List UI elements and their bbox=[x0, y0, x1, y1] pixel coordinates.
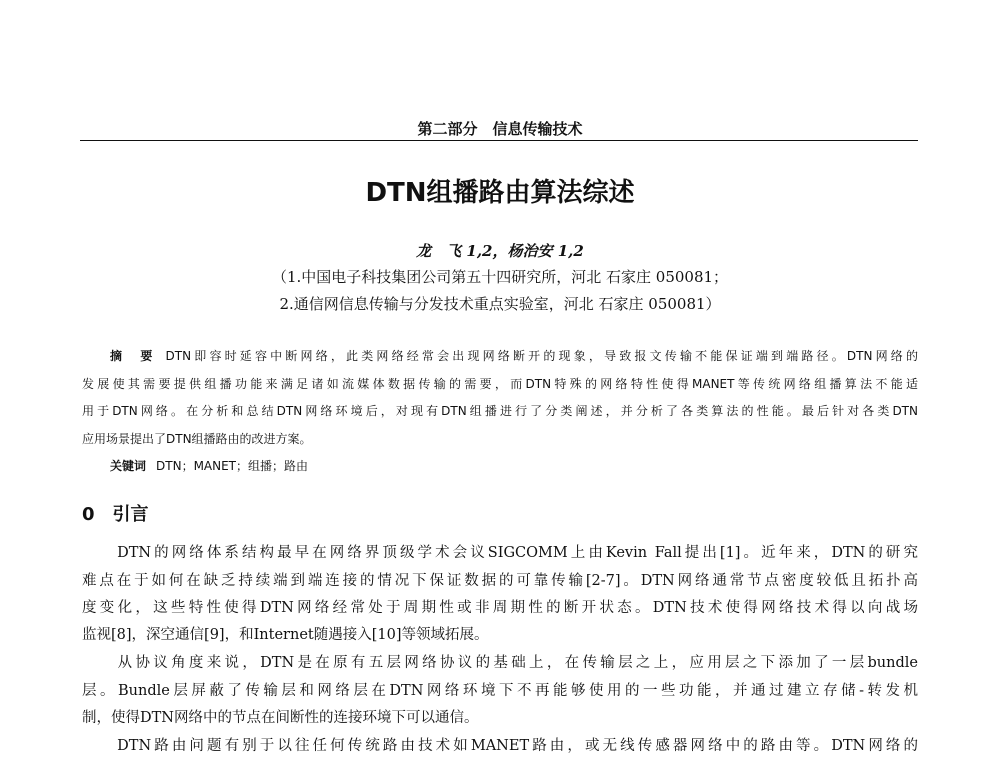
body-line: 制，使得DTN网络中的节点在间断性的连接环境下可以通信。 bbox=[82, 710, 479, 726]
keywords: DTN；MANET；组播；路由 bbox=[156, 459, 309, 473]
abstract-line: 应用场景提出了DTN组播路由的改进方案。 bbox=[82, 432, 312, 446]
affiliation-2: 2.通信网信息传输与分发技术重点实验室，河北 石家庄 050081） bbox=[279, 295, 721, 313]
body-line: 难点在于如何在缺乏持续端到端连接的情况下保证数据的可靠传输[2-7]。DTN网络通常节点密度较低且拓扑高 bbox=[82, 573, 918, 589]
body-line: 层。Bundle层屏蔽了传输层和网络层在DTN网络环境下不再能够使用的一些功能，并通过建立存储-转发机 bbox=[82, 683, 918, 699]
abstract-line: 用于DTN网络。在分析和总结DTN网络环境后，对现有DTN组播进行了分类阐述，并分析了各类算法的性能。最后针对各类DTN bbox=[82, 404, 918, 418]
abstract-line: DTN即容时延容中断网络，此类网络经常会出现网络断开的现象，导致报文传输不能保证端到端路径。DTN网络的 bbox=[165, 349, 918, 363]
body-line: 监视[8]，深空通信[9]，和Internet随遇接入[10]等领域拓展。 bbox=[82, 627, 489, 643]
running-header: 第二部分 信息传输技术 bbox=[417, 120, 583, 138]
affiliation-1: （1.中国电子科技集团公司第五十四研究所，河北 石家庄 050081； bbox=[271, 268, 729, 286]
header-rule bbox=[80, 140, 918, 141]
paper-title: DTN组播路由算法综述 bbox=[365, 178, 635, 208]
body-line: DTN路由问题有别于以往任何传统路由技术如MANET路由，或无线传感器网络中的路由等。DTN网络的 bbox=[82, 738, 918, 754]
authors: 龙 飞 1,2，杨治安 1,2 bbox=[416, 242, 584, 260]
body-line: 度变化，这些特性使得DTN网络经常处于周期性或非周期性的断开状态。DTN技术使得网络技术得以向战场 bbox=[82, 600, 918, 616]
body-line: 从协议角度来说，DTN是在原有五层网络协议的基础上，在传输层之上，应用层之下添加了一层bundle bbox=[82, 655, 918, 671]
body-line: DTN的网络体系结构最早在网络界顶级学术会议SIGCOMM上由Kevin Fall提出[1]。近年来，DTN的研究 bbox=[82, 545, 918, 561]
abstract-label: 摘 要 bbox=[110, 349, 156, 363]
section-heading: 0 引言 bbox=[82, 504, 149, 525]
abstract-line: 发展使其需要提供组播功能来满足诸如流媒体数据传输的需要，而DTN特殊的网络特性使得MANET等传统网络组播算法不能适 bbox=[82, 377, 918, 391]
keywords-label: 关键词 bbox=[110, 459, 147, 473]
